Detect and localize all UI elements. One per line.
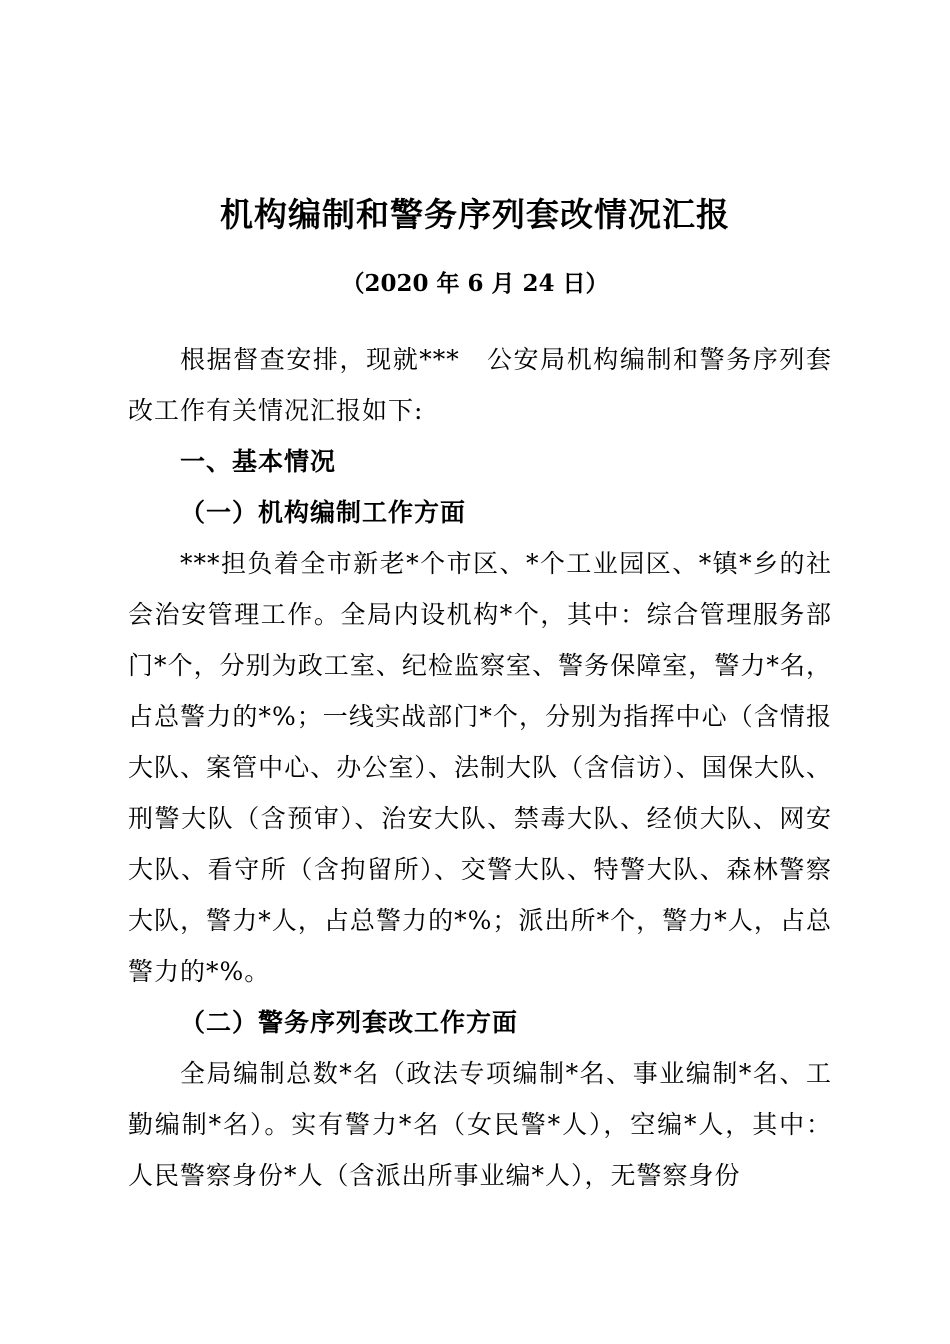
intro-paragraph: 根据督查安排，现就*** 公安局机构编制和警务序列套改工作有关情况汇报如下: — [128, 345, 832, 425]
subsection-heading-police-ranking: （二）警务序列套改工作方面 — [180, 1008, 519, 1037]
section-heading-basic-situation: 一、基本情况 — [180, 447, 337, 476]
subsection-heading-organization: （一）机构编制工作方面 — [180, 498, 467, 527]
document-body — [128, 334, 832, 1201]
document-title: 机构编制和警务序列套改情况汇报 — [220, 195, 730, 234]
organization-paragraph: ***担负着全市新老*个市区、*个工业园区、*镇*乡的社会治安管理工作。全局内设机构*个，其中：综合管理服务部门*个，分别为政工室、纪检监察室、警务保障室，警力*名，占总警力的*%；一线实战部门*个，分别为指挥中心（含情报大队、案管中心、办公室）、法制大队（含信访）、国保大队、刑警大队（含预审）、治安大队、禁毒大队、经侦大队、网安大队、看守所（含拘留所）、交警大队、特警大队、森林警察大队，警力*人，占总警力的*%；派出所*个，警力*人，占总警力的*%。 — [128, 549, 832, 986]
police-ranking-paragraph: 全局编制总数*名（政法专项编制*名、事业编制*名、工勤编制*名）。实有警力*名（女民警*人），空编*人，其中：人民警察身份*人（含派出所事业编*人），无警察身份 — [128, 1059, 832, 1190]
document-date: （2020 年 6 月 24 日） — [341, 270, 609, 297]
